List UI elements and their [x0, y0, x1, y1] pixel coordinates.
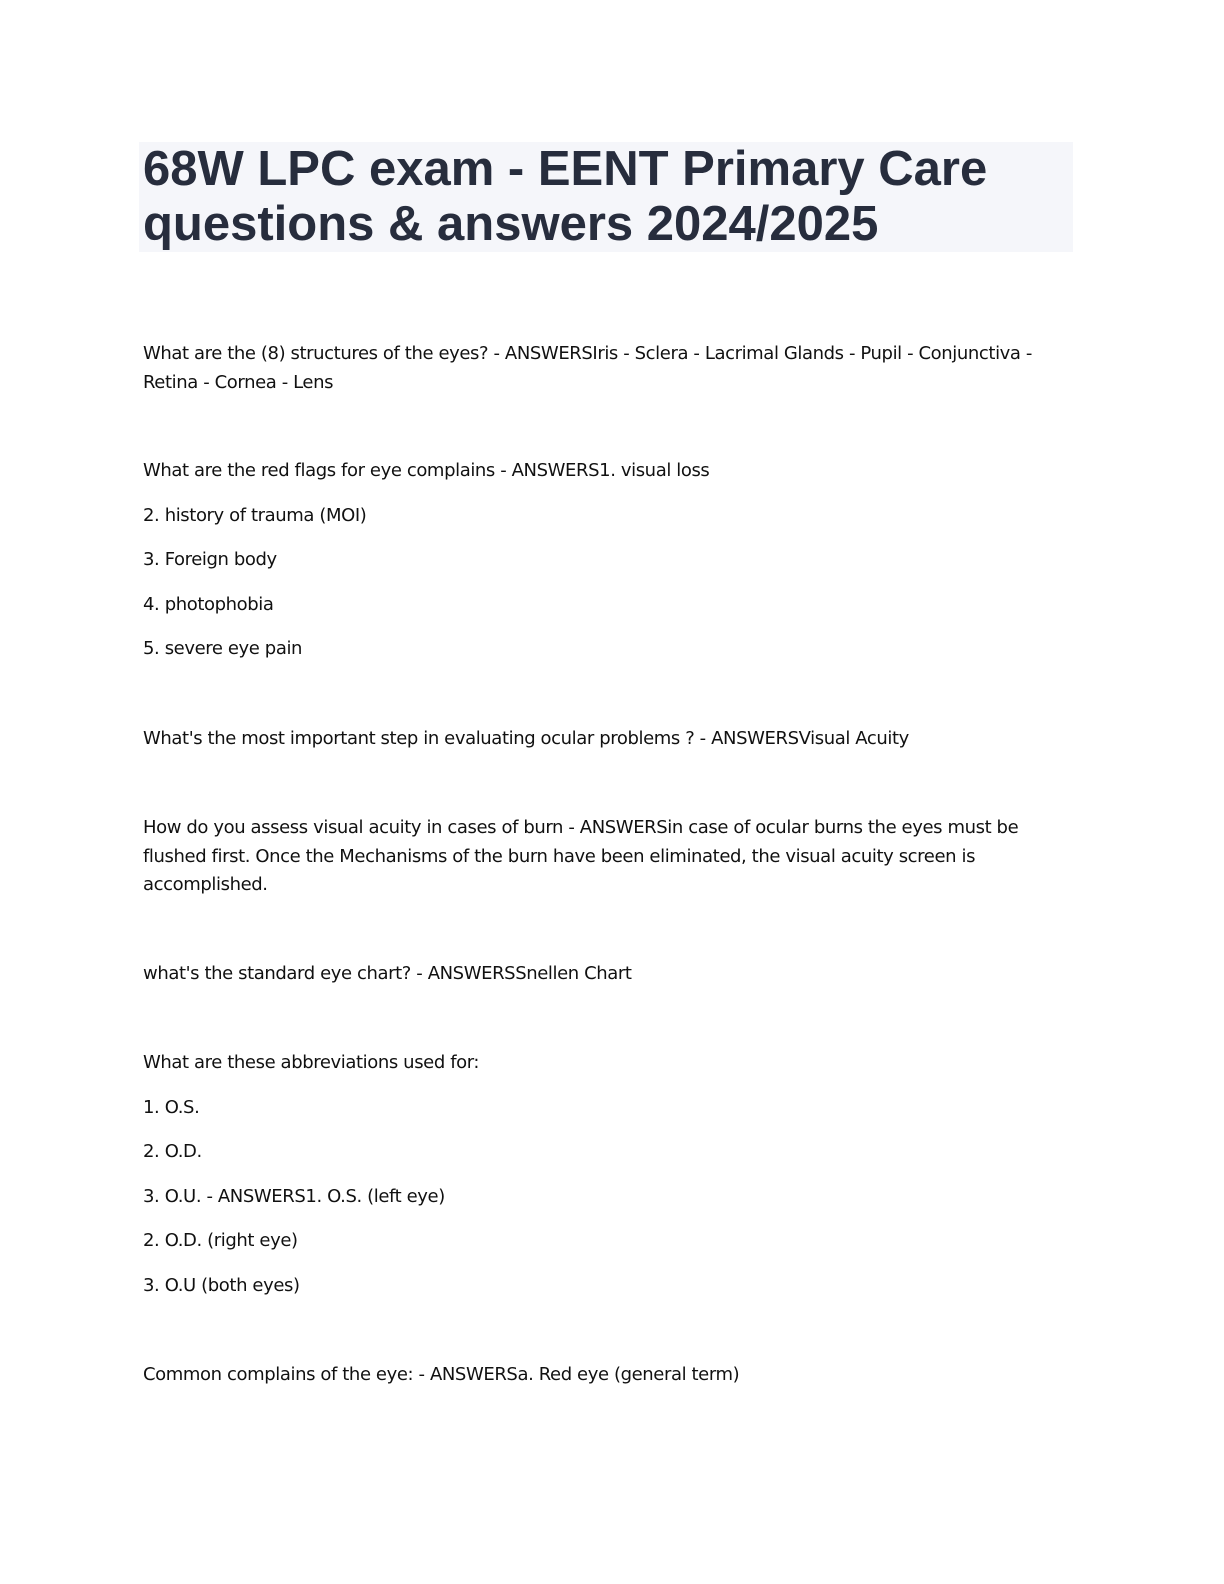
text-line: 3. Foreign body [143, 549, 277, 570]
qa-abbreviations [143, 1049, 1063, 1078]
text-line: what's the standard eye chart? - ANSWERSSnellen Chart [143, 963, 632, 984]
list-item [143, 635, 1063, 664]
list-item [143, 1138, 1063, 1167]
text-line: 2. O.D. (right eye) [143, 1230, 298, 1251]
list-item [143, 1094, 1063, 1123]
list-item [143, 1272, 1063, 1301]
qa-common-complaints [143, 1361, 1063, 1390]
title-line-1: 68W LPC exam - EENT Primary Care [143, 142, 988, 196]
qa-most-important-step [143, 725, 1063, 754]
document-title [143, 142, 1073, 252]
list-item [143, 1227, 1063, 1256]
text-line: flushed first. Once the Mechanisms of the burn have been eliminated, the visual acuity screen is [143, 845, 976, 867]
text-line: 3. O.U (both eyes) [143, 1275, 300, 1296]
list-item [143, 546, 1063, 575]
qa-visual-acuity-burn [143, 814, 1063, 900]
text-line: accomplished. [143, 874, 268, 895]
text-line: What are these abbreviations used for: [143, 1052, 480, 1073]
list-item [143, 1183, 1063, 1212]
text-line: 3. O.U. - ANSWERS1. O.S. (left eye) [143, 1186, 445, 1207]
qa-structures-of-eye [143, 340, 1063, 397]
text-line: 4. photophobia [143, 594, 274, 615]
text-line: Common complains of the eye: - ANSWERSa. Red eye (general term) [143, 1364, 740, 1385]
text-line: 2. history of trauma (MOI) [143, 505, 367, 526]
qa-red-flags [143, 457, 1063, 486]
text-line: 1. O.S. [143, 1097, 200, 1118]
list-item [143, 591, 1063, 620]
text-line: 2. O.D. [143, 1141, 202, 1162]
text-line: What's the most important step in evaluating ocular problems ? - ANSWERSVisual Acuity [143, 728, 909, 749]
text-line: What are the (8) structures of the eyes? - ANSWERSIris - Sclera - Lacrimal Glands - Pupil - Conjunctiva - [143, 343, 1032, 364]
title-line-2: questions & answers 2024/2025 [143, 197, 879, 251]
title-block [139, 142, 1073, 252]
list-item [143, 502, 1063, 531]
text-line: Retina - Cornea - Lens [143, 371, 334, 393]
text-line: How do you assess visual acuity in cases of burn - ANSWERSin case of ocular burns the eyes must be [143, 817, 1019, 838]
text-line: What are the red flags for eye complains - ANSWERS1. visual loss [143, 460, 710, 481]
text-line: 5. severe eye pain [143, 638, 303, 659]
qa-standard-eye-chart [143, 960, 1063, 989]
